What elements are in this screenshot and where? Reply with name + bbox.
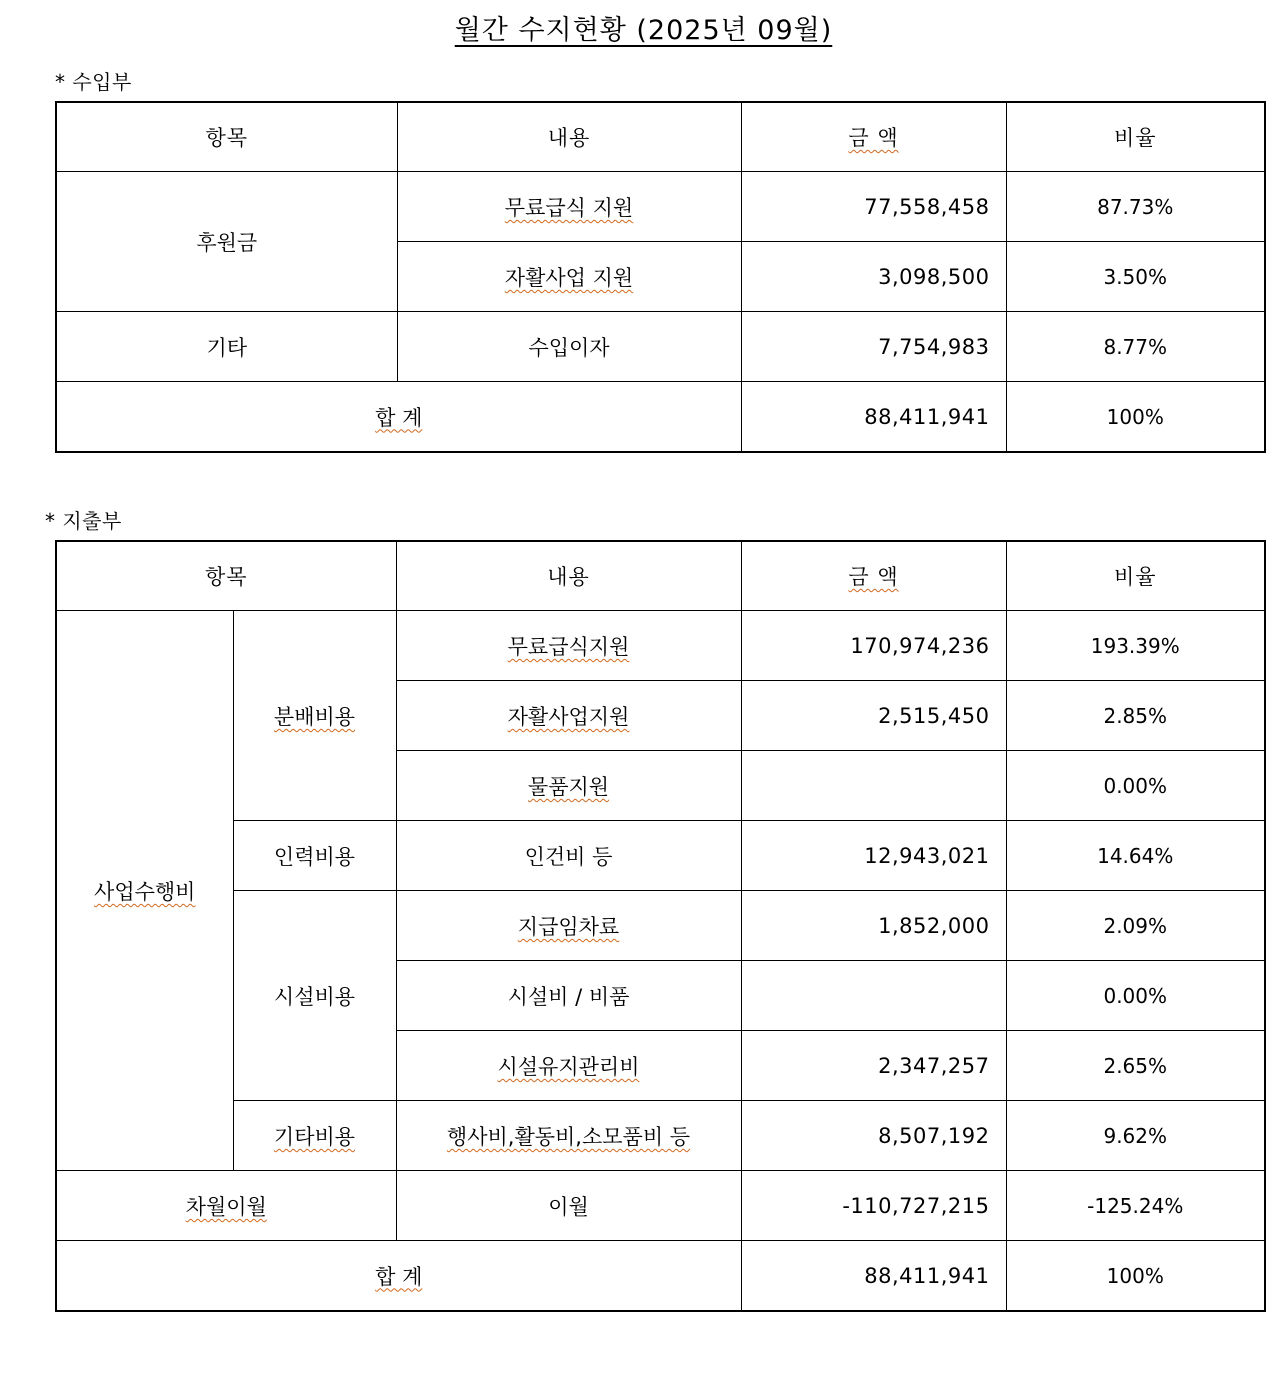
expense-ratio-3-0: 9.62% <box>1006 1101 1265 1171</box>
expense-col-header-detail: 내용 <box>396 541 741 611</box>
document-page <box>0 12 1287 1389</box>
table-row <box>56 611 1265 681</box>
income-col-header-category: 항목 <box>56 102 397 172</box>
expense-header-row <box>56 541 1265 611</box>
income-ratio-1: 3.50% <box>1006 242 1265 312</box>
expense-carryover-row <box>56 1171 1265 1241</box>
expense-col-header-ratio: 비율 <box>1006 541 1265 611</box>
expense-ratio-2-0: 2.09% <box>1006 891 1265 961</box>
expense-total-ratio: 100% <box>1006 1241 1265 1311</box>
expense-col-header-category: 항목 <box>56 541 396 611</box>
expense-amount-0-0: 170,974,236 <box>741 611 1006 681</box>
expense-subgroup-3-label: 기타비용 <box>233 1101 396 1171</box>
expense-detail-3-0: 행사비,활동비,소모품비 등 <box>396 1101 741 1171</box>
income-header-row <box>56 102 1265 172</box>
income-total-amount: 88,411,941 <box>741 382 1006 452</box>
expense-subgroup-1-label: 인력비용 <box>233 821 396 891</box>
expense-ratio-1-0: 14.64% <box>1006 821 1265 891</box>
expense-section-label: * 지출부 <box>45 508 122 533</box>
income-total-row <box>56 382 1265 452</box>
income-detail-1: 자활사업 지원 <box>397 242 741 312</box>
table-row <box>56 312 1265 382</box>
income-ratio-2: 8.77% <box>1006 312 1265 382</box>
expense-amount-2-1 <box>741 961 1006 1031</box>
expense-amount-3-0: 8,507,192 <box>741 1101 1006 1171</box>
expense-detail-2-0: 지급임차료 <box>396 891 741 961</box>
expense-carryover-ratio: -125.24% <box>1006 1171 1265 1241</box>
income-col-header-ratio: 비율 <box>1006 102 1265 172</box>
income-total-label: 합 계 <box>56 382 741 452</box>
expense-detail-2-2: 시설유지관리비 <box>396 1031 741 1101</box>
income-amount-2: 7,754,983 <box>741 312 1006 382</box>
expense-total-row <box>56 1241 1265 1311</box>
page-title <box>0 12 1287 50</box>
expense-detail-2-1: 시설비 / 비품 <box>396 961 741 1031</box>
income-category-other: 기타 <box>56 312 397 382</box>
expense-amount-1-0: 12,943,021 <box>741 821 1006 891</box>
income-amount-0: 77,558,458 <box>741 172 1006 242</box>
expense-group-label: 사업수행비 <box>56 611 233 1171</box>
table-row <box>56 821 1265 891</box>
expense-ratio-2-2: 2.65% <box>1006 1031 1265 1101</box>
bottom-spacer <box>0 1312 1287 1342</box>
expense-carryover-detail: 이월 <box>396 1171 741 1241</box>
table-row <box>56 1101 1265 1171</box>
expense-ratio-0-0: 193.39% <box>1006 611 1265 681</box>
expense-ratio-0-2: 0.00% <box>1006 751 1265 821</box>
expense-ratio-0-1: 2.85% <box>1006 681 1265 751</box>
page-title-text: 월간 수지현황 (2025년 09월) <box>454 15 833 46</box>
income-col-header-amount: 금 액 <box>741 102 1006 172</box>
income-detail-0: 무료급식 지원 <box>397 172 741 242</box>
expense-carryover-amount: -110,727,215 <box>741 1171 1006 1241</box>
expense-total-label: 합 계 <box>56 1241 741 1311</box>
income-total-ratio: 100% <box>1006 382 1265 452</box>
income-ratio-0: 87.73% <box>1006 172 1265 242</box>
income-detail-2: 수입이자 <box>397 312 741 382</box>
expense-carryover-category: 차월이월 <box>56 1171 396 1241</box>
expense-subgroup-2-label: 시설비용 <box>233 891 396 1101</box>
income-table <box>55 101 1266 453</box>
expense-detail-0-1: 자활사업지원 <box>396 681 741 751</box>
table-row <box>56 891 1265 961</box>
expense-amount-0-1: 2,515,450 <box>741 681 1006 751</box>
expense-amount-0-2 <box>741 751 1006 821</box>
expense-amount-2-0: 1,852,000 <box>741 891 1006 961</box>
income-section-label: * 수입부 <box>55 69 132 94</box>
table-row <box>56 172 1265 242</box>
expense-subgroup-0-label: 분배비용 <box>233 611 396 821</box>
expense-detail-0-2: 물품지원 <box>396 751 741 821</box>
expense-detail-1-0: 인건비 등 <box>396 821 741 891</box>
income-amount-1: 3,098,500 <box>741 242 1006 312</box>
expense-table <box>55 540 1266 1312</box>
expense-detail-0-0: 무료급식지원 <box>396 611 741 681</box>
expense-total-amount: 88,411,941 <box>741 1241 1006 1311</box>
income-col-header-detail: 내용 <box>397 102 741 172</box>
expense-ratio-2-1: 0.00% <box>1006 961 1265 1031</box>
expense-amount-2-2: 2,347,257 <box>741 1031 1006 1101</box>
expense-col-header-amount: 금 액 <box>741 541 1006 611</box>
income-category-donation: 후원금 <box>56 172 397 312</box>
